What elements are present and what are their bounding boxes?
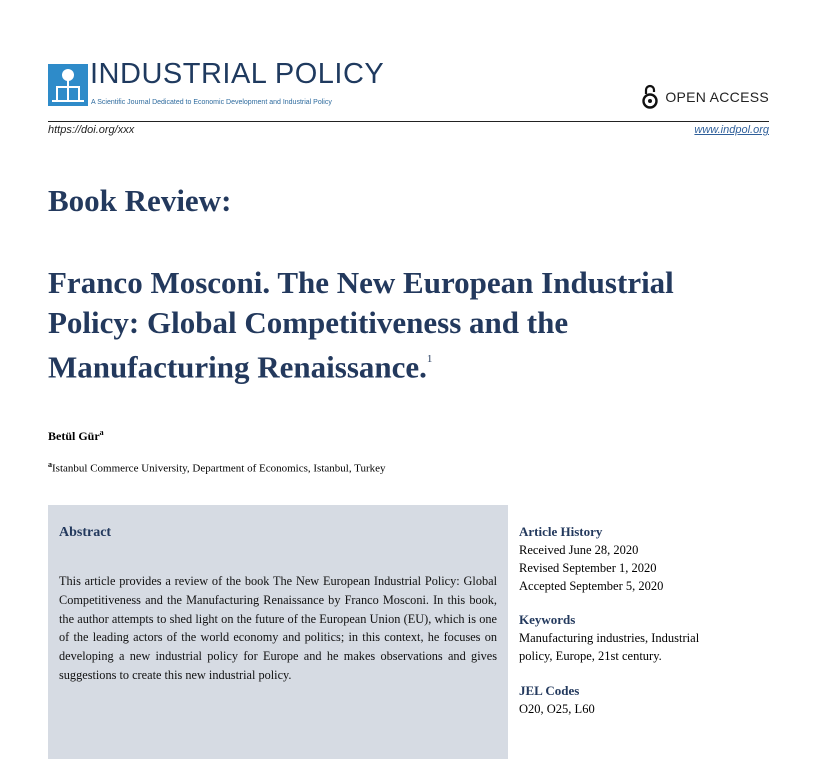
open-access-icon [641, 84, 659, 110]
jel-heading: JEL Codes [519, 683, 580, 698]
open-access-badge [641, 84, 769, 110]
open-access-label: OPEN ACCESS [665, 89, 769, 105]
header-divider [48, 121, 769, 122]
abstract-box [48, 505, 508, 759]
keywords-section [519, 611, 779, 665]
section-label: Book Review: [48, 183, 232, 218]
author-name: Betül Gür [48, 429, 100, 443]
jel-section [519, 682, 779, 718]
keywords-text: Manufacturing industries, Industrial policy, Europe, 21st century. [519, 631, 700, 663]
keywords-heading: Keywords [519, 612, 576, 627]
abstract-body: This article provides a review of the book The New European Industrial Policy: Global Competitiveness and the Manufacturing Renaissance by Franco Mosconi. In this book, the author attempts to shed light on the future of the European Union (EU), which is one of the leading actors of the world economy and politics; in this context, he focuses on developing a new industrial policy for Europe and he makes observations and gives suggestions to create this new industrial policy. [59, 574, 497, 682]
affiliation-marker: a [48, 460, 52, 469]
article-history-heading: Article History [519, 524, 603, 539]
history-accepted: Accepted September 5, 2020 [519, 579, 664, 593]
title-footnote-marker[interactable]: 1 [426, 353, 433, 365]
journal-name: INDUSTRIAL POLICY [90, 58, 385, 90]
abstract-heading: Abstract [59, 525, 112, 540]
journal-tagline: A Scientific Journal Dedicated to Economic Development and Industrial Policy [91, 99, 332, 106]
jel-codes: O20, O25, L60 [519, 702, 595, 716]
article-history [519, 523, 779, 595]
doi-link[interactable]: https://doi.org/xxx [48, 124, 135, 136]
article-title-text: Franco Mosconi. The New European Industrial Policy: Global Competitiveness and the Manufacturing Renaissance. [48, 265, 674, 385]
website-link[interactable]: www.indpol.org [694, 124, 769, 136]
affiliation [48, 460, 386, 475]
journal-logo-icon [48, 64, 88, 106]
article-title [48, 263, 768, 387]
author-affiliation-marker: a [99, 428, 104, 437]
affiliation-text: Istanbul Commerce University, Department of Economics, Istanbul, Turkey [52, 462, 386, 475]
history-received: Received June 28, 2020 [519, 543, 639, 557]
author [48, 428, 104, 444]
history-revised: Revised September 1, 2020 [519, 561, 657, 575]
